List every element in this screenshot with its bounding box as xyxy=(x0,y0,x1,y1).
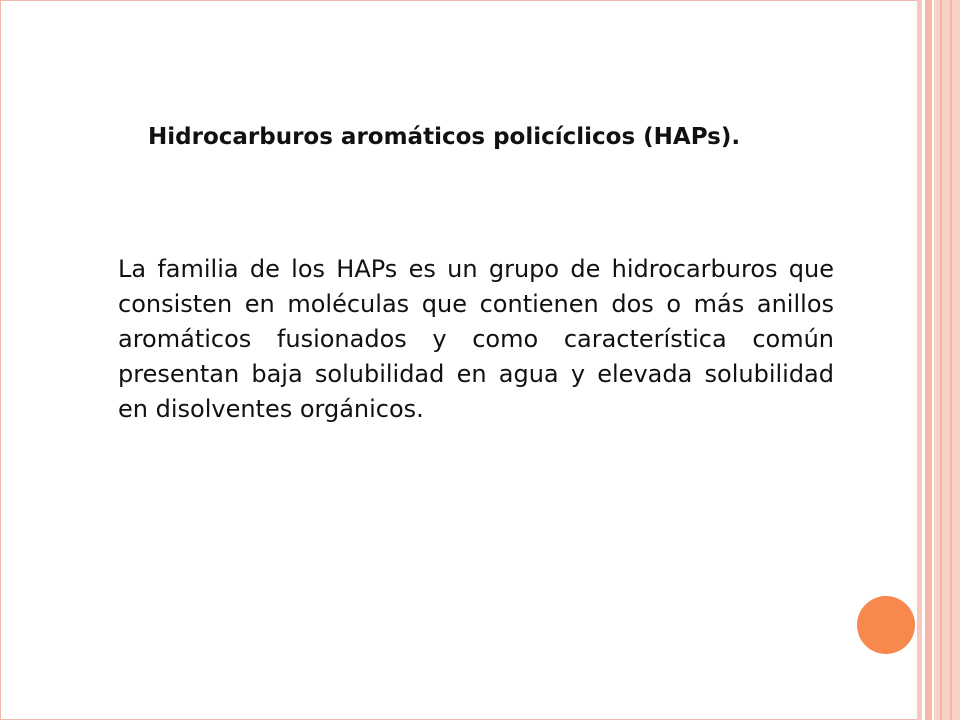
slide-title: Hidrocarburos aromáticos policíclicos (HAPs). xyxy=(148,124,741,150)
slide-body-text: La familia de los HAPs es un grupo de hidrocarburos que consisten en moléculas que contienen dos o más anillos aromáticos fusionados y como característica común presentan baja solubilidad en agua y elevada solubilidad en disolventes orgánicos. xyxy=(118,255,834,423)
frame-top-border xyxy=(0,0,960,1)
decorative-stripe xyxy=(925,0,932,720)
decorative-circle xyxy=(857,596,915,654)
decorative-stripe xyxy=(940,0,942,720)
decorative-stripe xyxy=(950,0,952,720)
frame-left-border xyxy=(0,0,1,720)
decorative-stripe xyxy=(934,0,960,720)
